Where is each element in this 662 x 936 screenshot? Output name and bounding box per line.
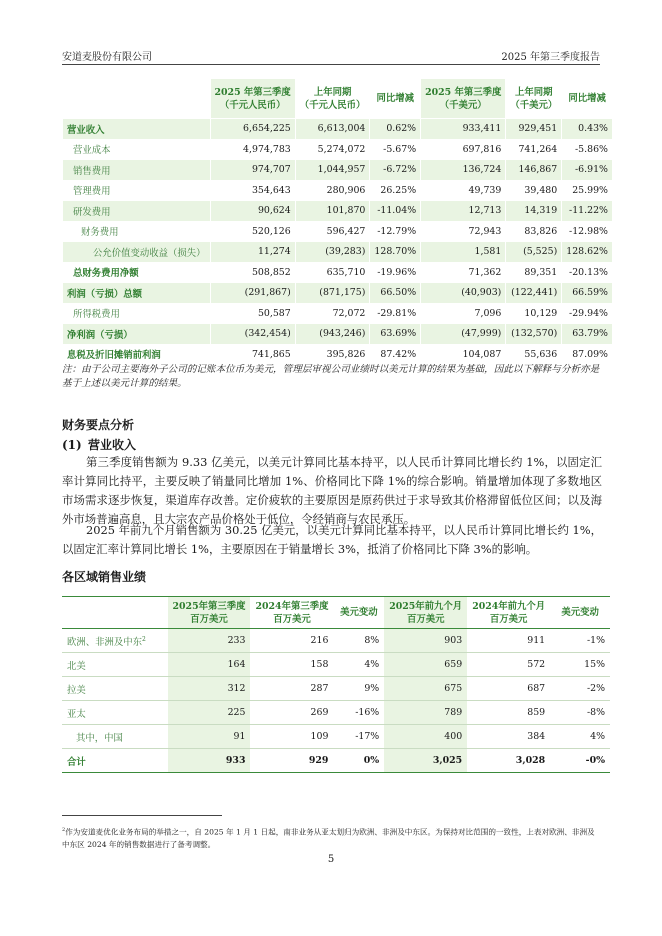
region-sales-table (62, 596, 610, 773)
table-cell: 63.69% (370, 324, 421, 345)
table-cell: 101,870 (295, 201, 370, 222)
footnote-marker: 2 (142, 635, 146, 643)
table-row (63, 262, 613, 283)
table-cell: 911 (527, 635, 546, 646)
table-row (63, 242, 613, 263)
table-cell: 90,624 (210, 201, 295, 222)
table-cell: (47,999) (421, 324, 506, 345)
row-label: 营业成本 (63, 139, 211, 160)
table-cell: 280,906 (295, 180, 370, 201)
table-cell: -11.22% (562, 201, 613, 222)
table-cell: 12,713 (421, 201, 506, 222)
table-cell: 39,480 (506, 180, 562, 201)
column-header: 美元变动 (340, 607, 378, 618)
table-cell: 6,613,004 (295, 119, 370, 140)
row-label: 销售费用 (63, 160, 211, 181)
table-cell: 929 (308, 755, 329, 766)
table-cell: 10,129 (506, 303, 562, 324)
table-cell: 859 (527, 707, 546, 718)
row-label: 拉美 (67, 684, 86, 696)
header-blank (63, 79, 211, 119)
table-cell: 400 (384, 725, 467, 749)
table-cell: -6.72% (370, 160, 421, 181)
row-label: 净利润（亏损） (63, 324, 211, 345)
row-label: 息税及折旧摊销前利润 (63, 344, 211, 365)
table-row (62, 677, 610, 701)
column-header: 同比增减 (562, 79, 613, 119)
table-cell: 66.59% (562, 283, 613, 304)
table-cell: 9% (364, 683, 380, 694)
table-cell: -6.91% (562, 160, 613, 181)
row-label: 利润（亏损）总额 (63, 283, 211, 304)
table-cell: 109 (310, 731, 329, 742)
column-header: 同比增减 (370, 79, 421, 119)
region-table-title: 各区域销售业绩 (62, 570, 147, 584)
total-row (62, 749, 610, 773)
table-cell: (342,454) (210, 324, 295, 345)
table-cell: 635,710 (295, 262, 370, 283)
table-cell: 687 (527, 683, 546, 694)
paragraph: 2025 年前九个月销售额为 30.25 亿美元，以美元计算同比基本持平，以人民币计算同比增长约 1%，以固定汇率计算同比增长 1%，主要原因在于销量增长 3%，抵消了价格同比下降 3%的影响。 (62, 523, 602, 556)
table-cell: 83,826 (506, 221, 562, 242)
subsection-label: 营业收入 (88, 438, 137, 452)
table-cell: 11,274 (210, 242, 295, 263)
table-cell: 0.62% (370, 119, 421, 140)
table-cell: -8% (586, 707, 605, 718)
table-row (62, 653, 610, 677)
table-cell: (871,175) (295, 283, 370, 304)
table-cell: 14,319 (506, 201, 562, 222)
table-cell: 164 (168, 653, 251, 677)
table-cell: 5,274,072 (295, 139, 370, 160)
table-cell: (5,525) (506, 242, 562, 263)
table-cell: 158 (310, 659, 329, 670)
page-number: 5 (327, 854, 335, 865)
table-header-row (63, 79, 613, 119)
table-cell: -2% (586, 683, 605, 694)
table-cell: 8% (364, 635, 380, 646)
table-cell: 66.50% (370, 283, 421, 304)
table-cell: 4% (364, 659, 380, 670)
row-label: 合计 (67, 756, 86, 768)
header-blank (62, 597, 168, 629)
paragraph: 第三季度销售额为 9.33 亿美元，以美元计算同比基本持平，以人民币计算同比增长约 1%，以固定汇率计算同比持平，主要反映了销量同比增加 1%、价格同比下降 1%的综合影响。销量增加体现了多数地区市场需求逐步恢复，渠道库存改善。定价疲软的主要原因是原药供过于求导致其价格滞留低位区间；以及海外市场普遍高息，且大宗农产品价格处于低位，令经销商与农民承压。 (62, 455, 602, 526)
table-header-row (62, 597, 610, 629)
page-header (62, 48, 600, 64)
table-row (63, 344, 613, 365)
footnote (62, 824, 602, 851)
table-row (63, 139, 613, 160)
column-header: 2024年前九个月 百万美元 (472, 600, 546, 625)
table-row (63, 201, 613, 222)
table-cell: 269 (310, 707, 329, 718)
column-header: 美元变动 (561, 607, 599, 618)
table-cell: 741,264 (506, 139, 562, 160)
table-cell: -17% (355, 731, 380, 742)
table-cell: 354,643 (210, 180, 295, 201)
column-header: 2024年第三季度 百万美元 (255, 600, 329, 625)
table-row (62, 701, 610, 725)
table-cell: -0% (585, 755, 605, 766)
table-cell: (943,246) (295, 324, 370, 345)
table-cell: 233 (168, 629, 251, 653)
table-row (63, 303, 613, 324)
row-label: 北美 (67, 660, 86, 672)
table-cell: 395,826 (295, 344, 370, 365)
table-row (63, 160, 613, 181)
row-label: 亚太 (67, 708, 86, 720)
table-note: 注：由于公司主要海外子公司的记账本位币为美元，管理层审视公司业绩时以美元计算的结果为基础，因此以下解释与分析亦是基于上述以美元计算的结果。 (62, 364, 600, 389)
table-cell: 87.42% (370, 344, 421, 365)
table-cell: 91 (168, 725, 251, 749)
table-cell: 225 (168, 701, 251, 725)
table-cell: (40,903) (421, 283, 506, 304)
table-cell: 15% (584, 659, 605, 670)
table-cell: 929,451 (506, 119, 562, 140)
table-row (63, 180, 613, 201)
table-cell: 55,636 (506, 344, 562, 365)
table-cell: -29.81% (370, 303, 421, 324)
table-cell: (291,867) (210, 283, 295, 304)
row-label: 总财务费用净额 (63, 262, 211, 283)
table-cell: 572 (527, 659, 546, 670)
column-header: 2025 年第三季度 （千元人民币） (210, 79, 295, 119)
table-cell: 384 (527, 731, 546, 742)
table-cell: 216 (310, 635, 329, 646)
column-header: 2025年第三季度 百万美元 (168, 597, 251, 629)
report-title: 2025 年第三季度报告 (501, 52, 600, 63)
table-cell: 146,867 (506, 160, 562, 181)
table-cell: 50,587 (210, 303, 295, 324)
table-cell: 287 (310, 683, 329, 694)
table-row (62, 629, 610, 653)
table-row (63, 283, 613, 304)
table-row (63, 221, 613, 242)
row-label: 研发费用 (63, 201, 211, 222)
table-cell: 63.79% (562, 324, 613, 345)
table-cell: 974,707 (210, 160, 295, 181)
table-cell: 136,724 (421, 160, 506, 181)
column-header: 2025 年第三季度 （千美元） (421, 79, 506, 119)
table-cell: 7,096 (421, 303, 506, 324)
table-row (63, 324, 613, 345)
table-cell: 89,351 (506, 262, 562, 283)
footnote-text: 作为安道麦优化业务布局的举措之一，自 2025 年 1 月 1 日起，南非业务从亚太划归为欧洲、非洲及中东区。为保持对比范围的一致性，上表对欧洲、非洲及中东区 2024 年的销售数据进行了备考调整。 (62, 827, 595, 849)
table-cell: 6,654,225 (210, 119, 295, 140)
column-header: 上年同期 （千美元） (506, 79, 562, 119)
row-label: 公允价值变动收益（损失） (63, 242, 211, 263)
table-cell: -12.79% (370, 221, 421, 242)
footnote-number: 2 (62, 827, 66, 833)
table-cell: 508,852 (210, 262, 295, 283)
row-label: 欧洲、非洲及中东$^2$ (67, 635, 146, 648)
row-label: 其中，中国 (76, 732, 123, 744)
table-cell: -12.98% (562, 221, 613, 242)
table-cell: -11.04% (370, 201, 421, 222)
table-cell: 312 (168, 677, 251, 701)
table-cell: -29.94% (562, 303, 613, 324)
section-title: 财务要点分析 (62, 418, 135, 432)
row-label: 管理费用 (63, 180, 211, 201)
table-row (63, 119, 613, 140)
table-cell: (39,283) (295, 242, 370, 263)
table-cell: 933 (168, 749, 251, 773)
table-cell: (132,570) (506, 324, 562, 345)
table-cell: 0.43% (562, 119, 613, 140)
table-row (62, 725, 610, 749)
table-cell: 4,974,783 (210, 139, 295, 160)
table-cell: -16% (355, 707, 380, 718)
table-cell: 789 (384, 701, 467, 725)
table-cell: 4% (590, 731, 605, 742)
row-label: 营业收入 (63, 119, 211, 140)
table-cell: 659 (384, 653, 467, 677)
table-cell: 520,126 (210, 221, 295, 242)
table-cell: -19.96% (370, 262, 421, 283)
table-cell: 903 (384, 629, 467, 653)
subsection-number: (1) (62, 438, 82, 452)
table-cell: 3,025 (384, 749, 467, 773)
table-cell: 596,427 (295, 221, 370, 242)
table-cell: 72,072 (295, 303, 370, 324)
table-cell: 0% (363, 755, 380, 766)
table-cell: 697,816 (421, 139, 506, 160)
table-cell: 675 (384, 677, 467, 701)
table-cell: 71,362 (421, 262, 506, 283)
table-cell: (122,441) (506, 283, 562, 304)
table-cell: -20.13% (562, 262, 613, 283)
footnote-divider (62, 815, 222, 816)
column-header: 上年同期 （千元人民币） (295, 79, 370, 119)
table-cell: 128.70% (370, 242, 421, 263)
company-name: 安道麦股份有限公司 (62, 52, 152, 63)
table-cell: -1% (586, 635, 605, 646)
table-cell: 3,028 (515, 755, 546, 766)
income-statement-table (62, 78, 613, 365)
row-label: 财务费用 (63, 221, 211, 242)
row-label: 所得税费用 (63, 303, 211, 324)
table-cell: 72,943 (421, 221, 506, 242)
table-cell: 1,581 (421, 242, 506, 263)
table-cell: 26.25% (370, 180, 421, 201)
table-cell: -5.86% (562, 139, 613, 160)
table-cell: 128.62% (562, 242, 613, 263)
table-cell: 1,044,957 (295, 160, 370, 181)
table-cell: 87.09% (562, 344, 613, 365)
subsection-title (62, 436, 136, 453)
table-cell: 741,865 (210, 344, 295, 365)
header-divider (62, 64, 600, 65)
table-cell: 104,087 (421, 344, 506, 365)
table-cell: 25.99% (562, 180, 613, 201)
table-cell: -5.67% (370, 139, 421, 160)
table-cell: 933,411 (421, 119, 506, 140)
table-cell: 49,739 (421, 180, 506, 201)
column-header: 2025年前九个月 百万美元 (384, 597, 467, 629)
